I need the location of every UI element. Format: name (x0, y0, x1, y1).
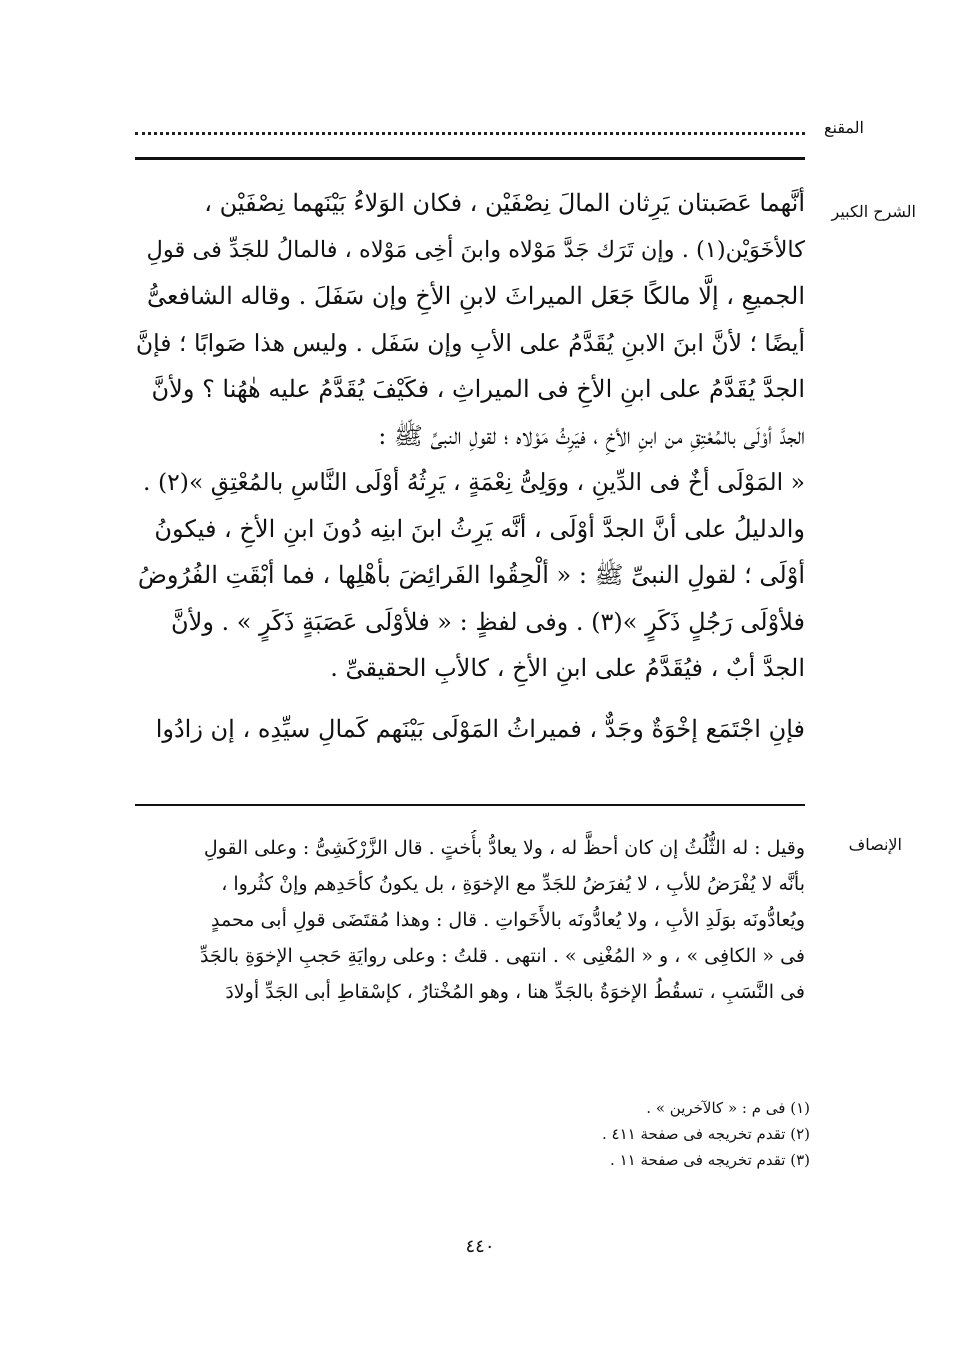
insaf-line: وقيل : له الثُّلُثُ إن كان أحظَّ له ، ولا يعادُّ بأُختٍ . قال الزَّرْكَشِىُّ : وعلى القولِ (203, 837, 805, 859)
main-line: كالأخَوَيْن(١) . وإن تَرَك جَدَّ مَوْلاه وابنَ أخِى مَوْلاه ، فالمالُ للجَدِّ فى قولِ (146, 236, 805, 263)
dotted-divider (135, 118, 805, 135)
main-line: والدليلُ على أنَّ الجدَّ أوْلَى ، أنَّه يَرِثُ ابنَ ابنِه دُونَ ابنِ الأخِ ، فيكونُ (154, 514, 805, 543)
footnote: (٣) تقدم تخريجه فى صفحة ١١ . (610, 1151, 810, 1169)
main-line: أيضًا ؛ لأنَّ ابنَ الابنِ يُقَدَّمُ على الأبِ وإن سَفَل . وليس هذا صَوابًا ؛ فإنَّ (135, 328, 805, 357)
main-line: الجميعِ ، إلَّا مالكًا جَعَل الميراثَ لابنِ الأخِ وإن سَفَلَ . وقاله الشافعىُّ (147, 282, 805, 310)
main-line: فلأوْلَى رَجُلٍ ذَكَرٍ »(٣) . وفى لفظٍ : « فلأوْلَى عَصَبَةٍ ذَكَرٍ » . ولأنَّ (171, 607, 805, 636)
main-line: فإنِ اجْتَمَع إخْوَةٌ وجَدٌّ ، فميراثُ المَوْلَى بَيْنَهم كَمالِ سيِّدِه ، إن زادُوا (155, 714, 805, 743)
header-rule (135, 157, 805, 160)
running-title: المقنع (823, 118, 864, 137)
page-number: ٤٤٠ (465, 1236, 495, 1257)
footnotes (310, 1095, 810, 1173)
insaf-line: فى « الكافِى » ، و « المُغْنِى » . انتهى . قلتُ : وعلى روايَةِ حَجبِ الإخوَةِ بالجَدِّ (199, 945, 805, 967)
section-rule (135, 804, 805, 806)
footnote: (٢) تقدم تخريجه فى صفحة ٤١١ . (601, 1125, 810, 1143)
footnote: (١) فى م : « كالآخرين » . (646, 1099, 810, 1117)
main-line: أوْلَى ؛ لقولِ النبىِّ ﷺ : « ألْحِقُوا الفَرائِضَ بأهْلِها ، فما أبْقَتِ الفُرُوضُ (137, 561, 805, 589)
side-label-insaf: الإنصاف (848, 835, 902, 854)
main-line: « المَوْلَى أخٌ فى الدِّينِ ، ووَلِىُّ نِعْمَةٍ ، يَرِثُهُ أوْلَى النَّاسِ بالمُعْتِقِ »(٢) . (143, 468, 805, 496)
main-line: الجدَّ يُقَدَّمُ على ابنِ الأخِ فى الميراثِ ، فكَيْفَ يُقَدَّمُ عليه هٰهُنا ؟ ولأنَّ (151, 375, 805, 403)
insaf-line: بأنَّه لا يُفْرَضُ للأبِ ، لا يُفرَضُ للجَدِّ مع الإخوَةِ ، بل يكونُ كأحَدِهم وإنْ كثُروا ، (221, 873, 805, 895)
insaf-text-block (135, 830, 805, 1010)
main-text-block (135, 180, 805, 752)
main-line: الجدَّ أبٌ ، فيُقَدَّمُ على ابنِ الأخِ ، كالأبِ الحقيقىِّ . (330, 654, 805, 682)
main-line: أنَّهما عَصَبتان يَرِثان المالَ نِصْفَيْن ، فكان الوَلاءُ بَيْنَهما نِصْفَيْن ، (204, 189, 805, 217)
main-line: الجدَّ أوْلَى بالمُعْتِقِ من ابنِ الأخِ ، فيَرِثُ مَوْلاه ؛ لقولِ النبىِّ ﷺ : (378, 421, 805, 450)
insaf-line: فى النَّسَبِ ، تسقُطُ الإخوَةُ بالجَدِّ هنا ، وهو المُخْتارُ ، كإسْقاطِ أبى الجَدِّ أولادَ (225, 981, 805, 1003)
insaf-line: ويُعادُّونَه بوَلَدِ الأبِ ، ولا يُعادُّونَه بالأَخَواتِ . قال : وهذا مُقتَضَى قولِ أبى محمدٍ (211, 909, 805, 931)
side-label-sharh: الشرح الكبير (831, 202, 916, 221)
